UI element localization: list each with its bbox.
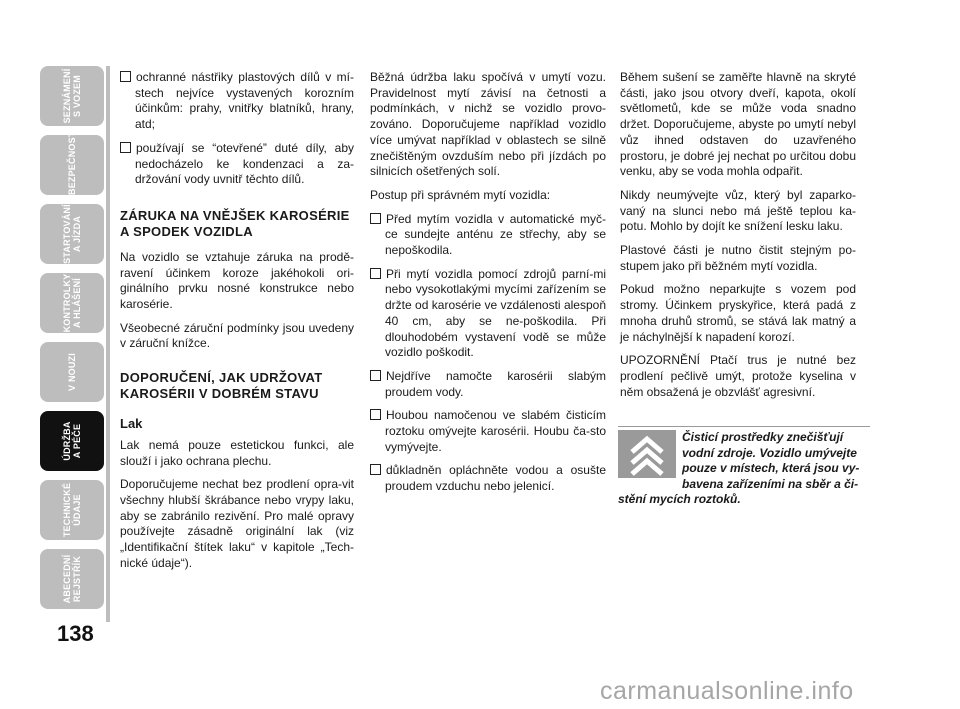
tab-startovani[interactable] — [40, 204, 104, 264]
column-3 — [620, 70, 856, 408]
tab-label: KONTROLKY A HLÁŠENÍ — [62, 273, 82, 333]
tab-rejstrik[interactable] — [40, 549, 104, 609]
paragraph: Nikdy neumývejte vůz, který byl zaparko-vaný na slunci nebo má ještě teplou ka-potu. Mohlo by dojít ke snížení lesku laku. — [620, 187, 856, 234]
tab-label: STARTOVÁNÍ A JÍZDA — [62, 204, 82, 264]
paragraph: Doporučujeme nechat bez prodlení opra-vit všechny hlubší škrábance nebo vrypy laku, aby se zabránilo rezivění. Pro malé opravy používejte zásadně originální lak (viz „Identifikační štítek laku“ v kapitole „Tech-nické údaje“). — [120, 477, 354, 570]
watermark: carmanualsonline.info — [600, 677, 854, 705]
list-item: Při mytí vozidla pomocí zdrojů parní-mi nebo vysokotlakými mycími zařízením se držte od karosérie ve vzdálenosti alespoň 40 cm, aby se ne-poškodila. Při dlouhodobém vystavení vodě se může vozidlo poškodit. — [370, 267, 606, 361]
checkbox-bullet-icon — [370, 370, 381, 381]
paragraph: Na vozidlo se vztahuje záruka na prodě-ravení účinkem koroze jakéhokoli ori-ginálního prvku nosné konstrukce nebo karosérie. — [120, 249, 354, 312]
tab-seznameni[interactable] — [40, 66, 104, 126]
checkbox-bullet-icon — [370, 213, 381, 224]
note-text: Čisticí prostředky znečišťují vodní zdroje. Vozidlo umývejte pouze v místech, která jsou vy-bavena zařízeními na sběr a či-stění mycích roztoků. — [618, 430, 860, 506]
list-item: důkladněn opláchněte vodou a osušte proudem vzduchu nebo jelenicí. — [370, 463, 606, 494]
paragraph: Lak nemá pouze estetickou funkci, ale slouží i jako ochrana plechu. — [120, 437, 354, 468]
paragraph: Běžná údržba laku spočívá v umytí vozu. Pravidelnost mytí závisí na četnosti a podmínkách, v nichž se vozidlo provo-zováno. Doporučujeme například vozidlo více umývat například v oblastech se silně znečištěným ovzduším nebo při jízdách po silnicích ošetřených solí. — [370, 70, 606, 179]
list-item: ochranné nástřiky plastových dílů v mí-stech nejvíce vystavených korozním účinkům: prahy, vnitřky blatníků, hrany, atd; — [120, 70, 354, 133]
tab-label: ÚDRŽBA A PÉČE — [62, 421, 82, 461]
paragraph: Všeobecné záruční podmínky jsou uvedeny v záruční knížce. — [120, 320, 354, 351]
environment-note — [618, 430, 870, 508]
checkbox-bullet-icon — [120, 71, 131, 82]
list-item: Nejdříve namočte karosérii slabým proudem vody. — [370, 369, 606, 400]
paragraph: Plastové části je nutno čistit stejným po-stupem jako při běžném mytí vozidla. — [620, 243, 856, 273]
tab-v-nouzi[interactable] — [40, 342, 104, 402]
tab-bezpecnost[interactable] — [40, 131, 104, 195]
checkbox-bullet-icon — [370, 409, 381, 420]
environment-arrows-icon — [618, 430, 676, 478]
page-number: 138 — [57, 621, 94, 646]
column-1 — [120, 70, 354, 579]
subheading: Lak — [120, 416, 143, 432]
section-heading: DOPORUČENÍ, JAK UDRŽOVAT KAROSÉRII V DOBRÉM STAVU — [120, 370, 323, 402]
list-item: Před mytím vozidla v automatické myč-ce sundejte anténu ze střechy, aby se nepoškodila. — [370, 212, 606, 259]
tab-kontrolky[interactable] — [40, 273, 104, 333]
tab-divider — [106, 66, 110, 622]
tab-label: BEZPEČNOST — [67, 131, 77, 195]
paragraph: Postup při správném mytí vozidla: — [370, 187, 551, 202]
tab-technicke[interactable] — [40, 480, 104, 540]
section-heading: ZÁRUKA NA VNĚJŠEK KAROSÉRIE A SPODEK VOZIDLA — [120, 207, 350, 239]
note-divider — [618, 426, 870, 427]
paragraph: Během sušení se zaměřte hlavně na skryté části, jako jsou otvory dveří, kapota, okolí světlometů, kde se může voda snadno držet. Doporučujeme, abyste po umytí nebyl vůz ihned odstaven do uzavřeného prostoru, je dobré jej nechat po určitou dobu venku, aby se voda mohla odpařit. — [620, 70, 856, 179]
tab-label: V NOUZI — [67, 353, 77, 391]
list-item: používají se “otevřené” duté díly, aby nedocházelo ke kondenzaci a za-držování vody uvnitř těchto dílů. — [120, 141, 354, 188]
tab-udrzba-active[interactable] — [40, 411, 104, 471]
column-2 — [370, 70, 606, 503]
tab-label: TECHNICKÉ ÚDAJE — [62, 482, 82, 538]
checkbox-bullet-icon — [120, 142, 131, 153]
checkbox-bullet-icon — [370, 268, 381, 279]
tab-label: SEZNÁMENÍ S VOZEM — [62, 68, 82, 124]
paragraph: UPOZORNĚNÍ Ptačí trus je nutné bez prodlení pečlivě umýt, protože kyselina v něm obsažená je obzvlášť agresivní. — [620, 353, 856, 399]
checkbox-bullet-icon — [370, 464, 381, 475]
list-item: Houbou namočenou ve slabém čisticím roztoku omývejte karosérii. Houbu ča-sto vymývejte. — [370, 408, 606, 455]
paragraph: Pokud možno neparkujte s vozem pod stromy. Účinkem pryskyřice, která padá z mnoha druhů stromů, se stává lak matný a je náchylnější k napadení korozí. — [620, 282, 856, 344]
tab-label: ABECEDNÍ REJSTŘÍK — [62, 554, 82, 604]
